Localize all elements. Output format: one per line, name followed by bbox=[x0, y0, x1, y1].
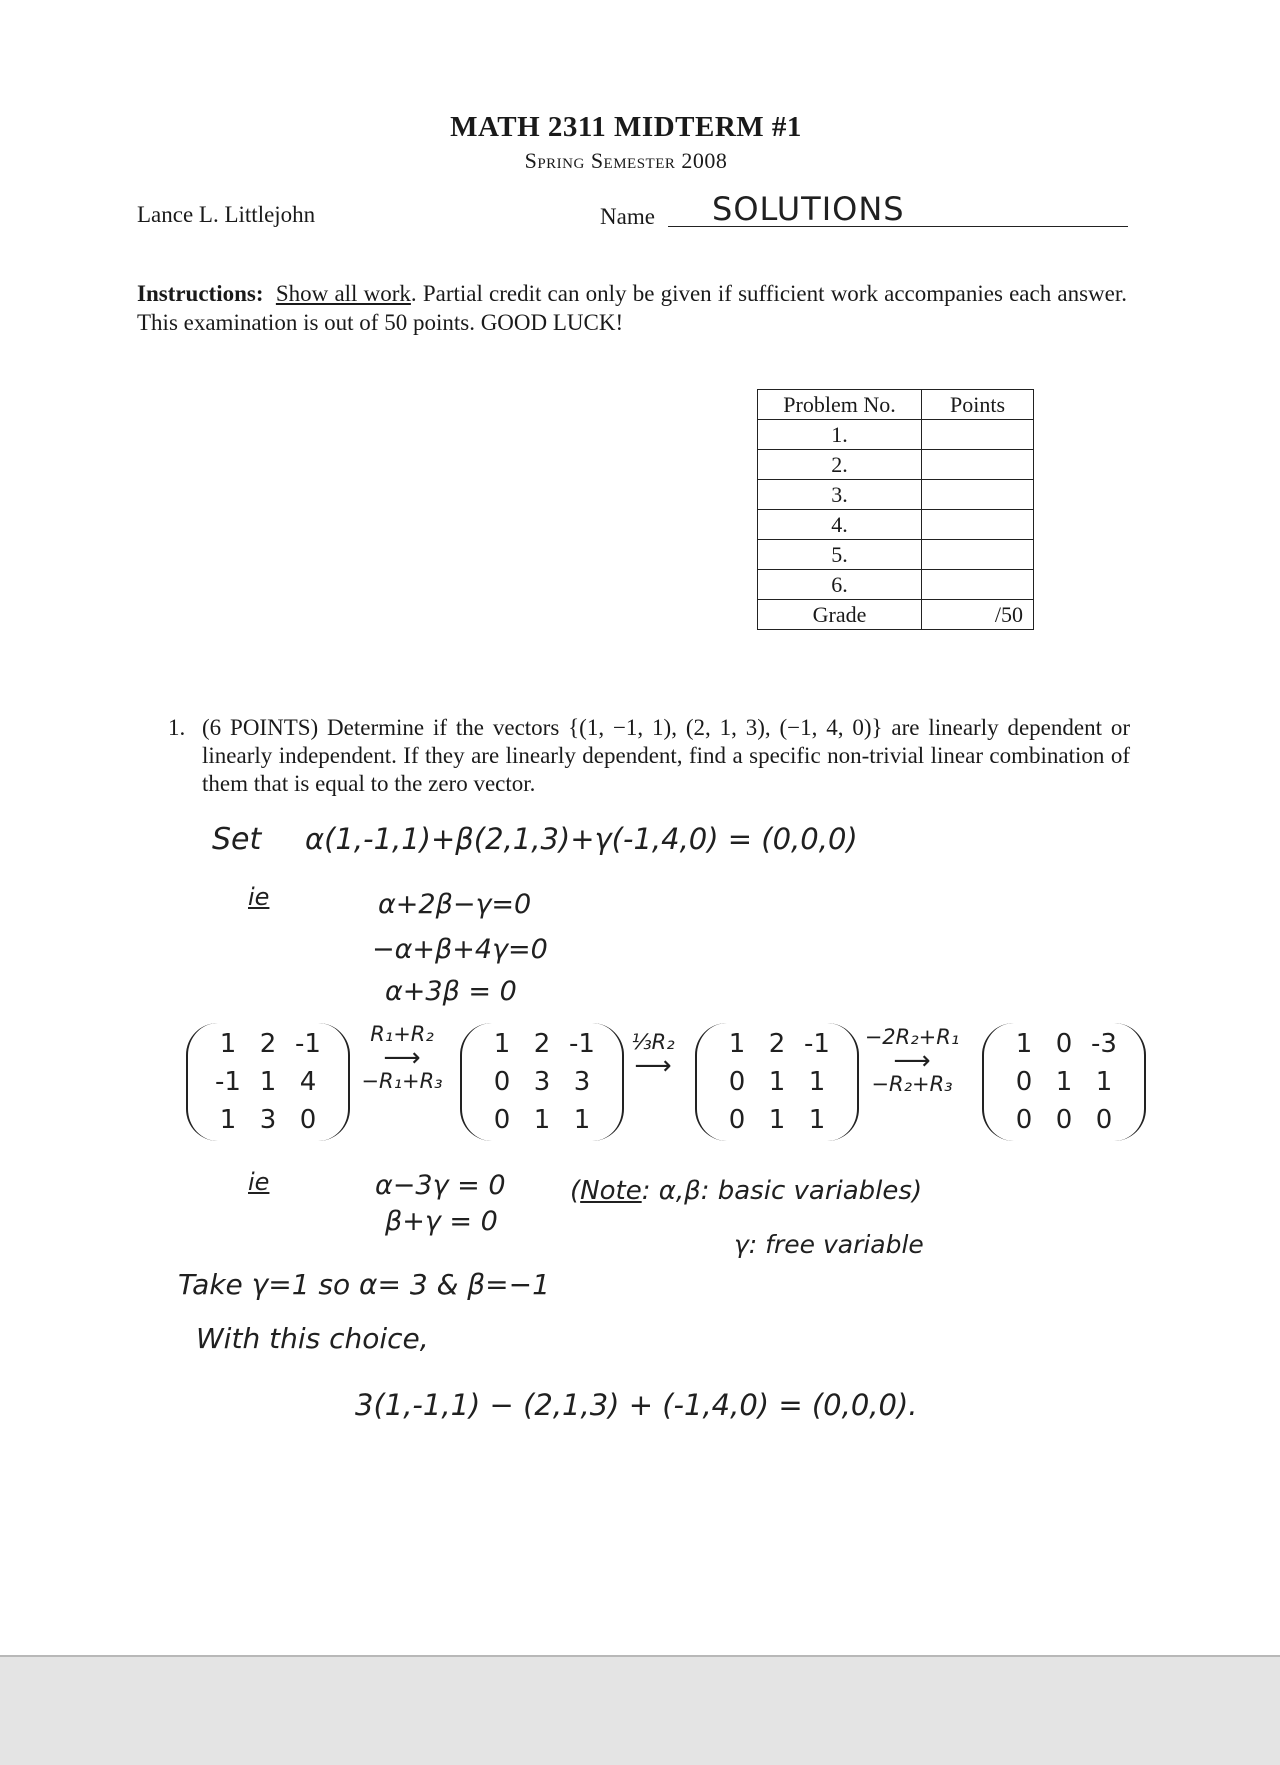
matrix-entry: -1 bbox=[295, 1029, 321, 1059]
ie-label-1: ie bbox=[248, 883, 270, 911]
matrix-1-grid bbox=[208, 1025, 328, 1139]
matrix-4-grid bbox=[1004, 1025, 1124, 1139]
matrix-3-grid bbox=[717, 1025, 837, 1139]
points-cell bbox=[922, 480, 1034, 510]
note-line-1 bbox=[570, 1176, 922, 1206]
matrix-entry: 2 bbox=[533, 1029, 551, 1059]
system-eq-1: α+2β−γ=0 bbox=[378, 889, 532, 920]
matrix-1 bbox=[186, 1023, 350, 1141]
problem-cell: 6. bbox=[758, 570, 922, 600]
matrix-entry: 4 bbox=[299, 1067, 317, 1097]
matrix-entry: 3 bbox=[573, 1067, 591, 1097]
ie-label-2: ie bbox=[248, 1168, 270, 1196]
problem-cell: 4. bbox=[758, 510, 922, 540]
matrix-2-grid bbox=[482, 1025, 602, 1139]
matrix-entry: 1 bbox=[768, 1105, 786, 1135]
matrix-entry: 0 bbox=[728, 1067, 746, 1097]
matrix-entry: 3 bbox=[259, 1105, 277, 1135]
matrix-entry: -1 bbox=[569, 1029, 595, 1059]
header-points: Points bbox=[922, 390, 1034, 420]
matrix-entry: 2 bbox=[259, 1029, 277, 1059]
note-line-2: γ: free variable bbox=[734, 1230, 924, 1259]
note-paren: ( bbox=[570, 1176, 581, 1206]
note-text: : α,β: basic variables) bbox=[641, 1176, 923, 1206]
instructions-underlined: Show all work bbox=[275, 281, 411, 306]
instructions bbox=[137, 279, 1127, 337]
points-cell bbox=[922, 420, 1034, 450]
problem-cell: 1. bbox=[758, 420, 922, 450]
reduced-eq-1: α−3γ = 0 bbox=[375, 1170, 506, 1201]
matrix-3 bbox=[695, 1023, 859, 1141]
reduced-eq-2: β+γ = 0 bbox=[385, 1206, 498, 1237]
row-op-1 bbox=[354, 1022, 450, 1094]
matrix-entry: 1 bbox=[219, 1029, 237, 1059]
set-equation: α(1,-1,1)+β(2,1,3)+γ(-1,4,0) = (0,0,0) bbox=[305, 822, 858, 856]
matrix-entry: 1 bbox=[1015, 1029, 1033, 1059]
problem-cell: 3. bbox=[758, 480, 922, 510]
note-label: Note bbox=[580, 1176, 642, 1206]
matrix-entry: 1 bbox=[573, 1105, 591, 1135]
table-row bbox=[758, 450, 1034, 480]
matrix-entry: 0 bbox=[1055, 1105, 1073, 1135]
table-row bbox=[758, 540, 1034, 570]
grade-total: /50 bbox=[922, 600, 1034, 630]
matrix-entry: 1 bbox=[533, 1105, 551, 1135]
points-cell bbox=[922, 450, 1034, 480]
matrix-entry: 0 bbox=[1055, 1029, 1073, 1059]
table-row bbox=[758, 420, 1034, 450]
arrow-icon: ⟶ bbox=[893, 1046, 931, 1076]
matrix-entry: 0 bbox=[493, 1067, 511, 1097]
matrix-entry: 1 bbox=[1095, 1067, 1113, 1097]
system-eq-2: −α+β+4γ=0 bbox=[372, 934, 548, 965]
score-table bbox=[757, 389, 1034, 630]
exam-title: MATH 2311 MIDTERM #1 bbox=[450, 111, 802, 143]
problem-text: (6 POINTS) Determine if the vectors {(1, −1, 1), (2, 1, 3), (−1, 4, 0)} are linearly dependent or linearly independent. If they are linearly dependent, find a specific non-trivial linear combination of them that is equal to the zero vector. bbox=[202, 715, 1130, 796]
matrix-entry: 1 bbox=[808, 1105, 826, 1135]
header-problem-no: Problem No. bbox=[758, 390, 922, 420]
matrix-entry: 1 bbox=[219, 1105, 237, 1135]
system-eq-3: α+3β = 0 bbox=[385, 976, 517, 1007]
matrix-entry: 1 bbox=[1055, 1067, 1073, 1097]
instructions-label: Instructions: bbox=[137, 281, 264, 306]
exam-subtitle: Spring Semester 2008 bbox=[524, 148, 728, 173]
name-label: Name bbox=[600, 204, 655, 229]
table-row bbox=[758, 510, 1034, 540]
scan-bottom-edge bbox=[0, 1655, 1280, 1765]
table-header-row bbox=[758, 390, 1034, 420]
points-cell bbox=[922, 540, 1034, 570]
problem-number: 1. bbox=[168, 715, 186, 740]
matrix-entry: 1 bbox=[768, 1067, 786, 1097]
name-value: SOLUTIONS bbox=[712, 190, 905, 228]
matrix-entry: 2 bbox=[768, 1029, 786, 1059]
matrix-entry: 0 bbox=[728, 1105, 746, 1135]
table-row bbox=[758, 570, 1034, 600]
matrix-entry: 1 bbox=[493, 1029, 511, 1059]
with-choice: With this choice, bbox=[196, 1322, 429, 1355]
matrix-entry: 0 bbox=[299, 1105, 317, 1135]
matrix-entry: 0 bbox=[1015, 1105, 1033, 1135]
points-cell bbox=[922, 570, 1034, 600]
take-statement: Take γ=1 so α= 3 & β=−1 bbox=[178, 1268, 550, 1301]
instructions-text: . Partial credit can only be given if sufficient work accompanies each answer. This examination is out of 50 points. GOOD LUCK! bbox=[137, 281, 1127, 335]
row-op-1-bottom: −R₁+R₃ bbox=[361, 1069, 443, 1093]
matrix-2 bbox=[460, 1023, 624, 1141]
matrix-4 bbox=[982, 1023, 1146, 1141]
row-op-2-top: ⅓R₂ bbox=[631, 1030, 675, 1054]
problem-cell: 5. bbox=[758, 540, 922, 570]
matrix-entry: 0 bbox=[1095, 1105, 1113, 1135]
matrix-entry: -1 bbox=[215, 1067, 241, 1097]
matrix-entry: 0 bbox=[1015, 1067, 1033, 1097]
problem-1 bbox=[168, 714, 1130, 798]
matrix-entry: 0 bbox=[493, 1105, 511, 1135]
instructor-name: Lance L. Littlejohn bbox=[137, 202, 316, 227]
matrix-entry: -3 bbox=[1091, 1029, 1117, 1059]
row-op-3-top: −2R₂+R₁ bbox=[864, 1025, 960, 1049]
set-label: Set bbox=[212, 822, 262, 857]
table-row bbox=[758, 480, 1034, 510]
grade-row bbox=[758, 600, 1034, 630]
final-combination: 3(1,-1,1) − (2,1,3) + (-1,4,0) = (0,0,0). bbox=[355, 1388, 918, 1422]
matrix-entry: 1 bbox=[259, 1067, 277, 1097]
arrow-icon: ⟶ bbox=[383, 1043, 421, 1073]
row-op-3 bbox=[852, 1025, 972, 1097]
grade-label: Grade bbox=[758, 600, 922, 630]
row-op-3-bottom: −R₂+R₃ bbox=[871, 1072, 953, 1096]
matrix-entry: 3 bbox=[533, 1067, 551, 1097]
row-op-1-top: R₁+R₂ bbox=[370, 1022, 434, 1046]
row-op-2 bbox=[623, 1030, 683, 1081]
arrow-icon: ⟶ bbox=[634, 1051, 672, 1081]
matrix-entry: 1 bbox=[808, 1067, 826, 1097]
points-cell bbox=[922, 510, 1034, 540]
matrix-entry: 1 bbox=[728, 1029, 746, 1059]
problem-cell: 2. bbox=[758, 450, 922, 480]
matrix-entry: -1 bbox=[804, 1029, 830, 1059]
